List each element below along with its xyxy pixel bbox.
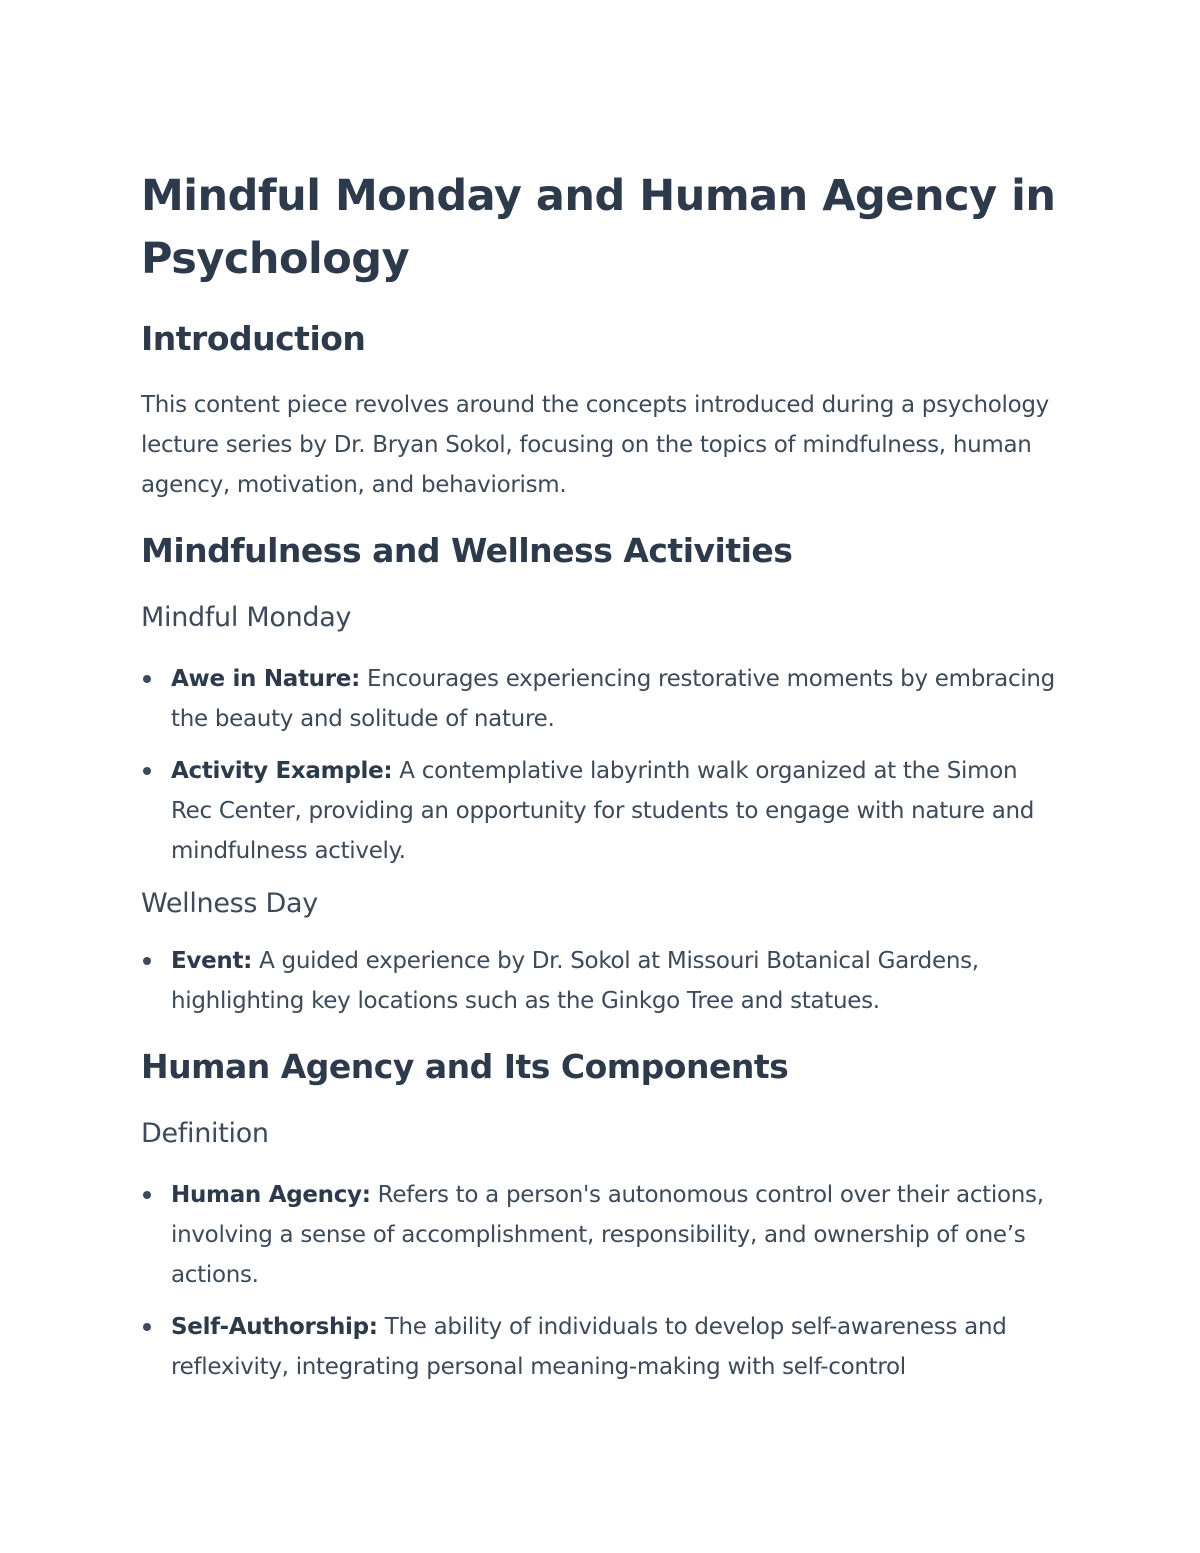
wellness-day-list <box>141 941 1061 1021</box>
list-item-text: Refers to a person's autonomous control over their actions, involving a sense of accomplishment, responsibility, and ownership of one’s actions. <box>171 1182 1044 1288</box>
mindful-monday-list <box>141 659 1061 871</box>
list-item-text: The ability of individuals to develop self-awareness and reflexivity, integrating personal meaning-making with self-control <box>171 1314 1007 1380</box>
mindful-monday-subheading: Mindful Monday <box>141 602 352 633</box>
document-title: Mindful Monday and Human Agency in Psychology <box>141 171 1056 284</box>
definition-list <box>141 1175 1061 1387</box>
list-item-term: Event: <box>171 948 253 974</box>
list-item <box>141 659 1061 739</box>
list-item-term: Self-Authorship: <box>171 1314 378 1340</box>
list-item-text: A contemplative labyrinth walk organized at the Simon Rec Center, providing an opportunity for students to engage with nature and mindfulness actively. <box>171 758 1035 864</box>
list-item-term: Activity Example: <box>171 758 393 784</box>
list-item <box>141 941 1061 1021</box>
bullet-dot-icon <box>143 1323 151 1331</box>
list-item <box>141 751 1061 871</box>
bullet-dot-icon <box>143 957 151 965</box>
wellness-day-subheading: Wellness Day <box>141 888 318 919</box>
human-agency-heading: Human Agency and Its Components <box>141 1047 789 1086</box>
bullet-dot-icon <box>143 675 151 683</box>
introduction-paragraph: This content piece revolves around the concepts introduced during a psychology lecture series by Dr. Bryan Sokol, focusing on the topics of mindfulness, human agency, motivation, and behaviorism. <box>141 392 1049 498</box>
list-item <box>141 1307 1061 1387</box>
bullet-dot-icon <box>143 767 151 775</box>
introduction-heading: Introduction <box>141 319 366 358</box>
list-item-text: A guided experience by Dr. Sokol at Missouri Botanical Gardens, highlighting key locations such as the Ginkgo Tree and statues. <box>171 948 979 1014</box>
list-item-term: Human Agency: <box>171 1182 371 1208</box>
mindfulness-heading: Mindfulness and Wellness Activities <box>141 531 793 570</box>
list-item <box>141 1175 1061 1295</box>
bullet-dot-icon <box>143 1191 151 1199</box>
document-page <box>141 165 1061 1387</box>
list-item-term: Awe in Nature: <box>171 666 360 692</box>
list-item-text: Encourages experiencing restorative moments by embracing the beauty and solitude of nature. <box>171 666 1055 732</box>
definition-subheading: Definition <box>141 1118 269 1149</box>
